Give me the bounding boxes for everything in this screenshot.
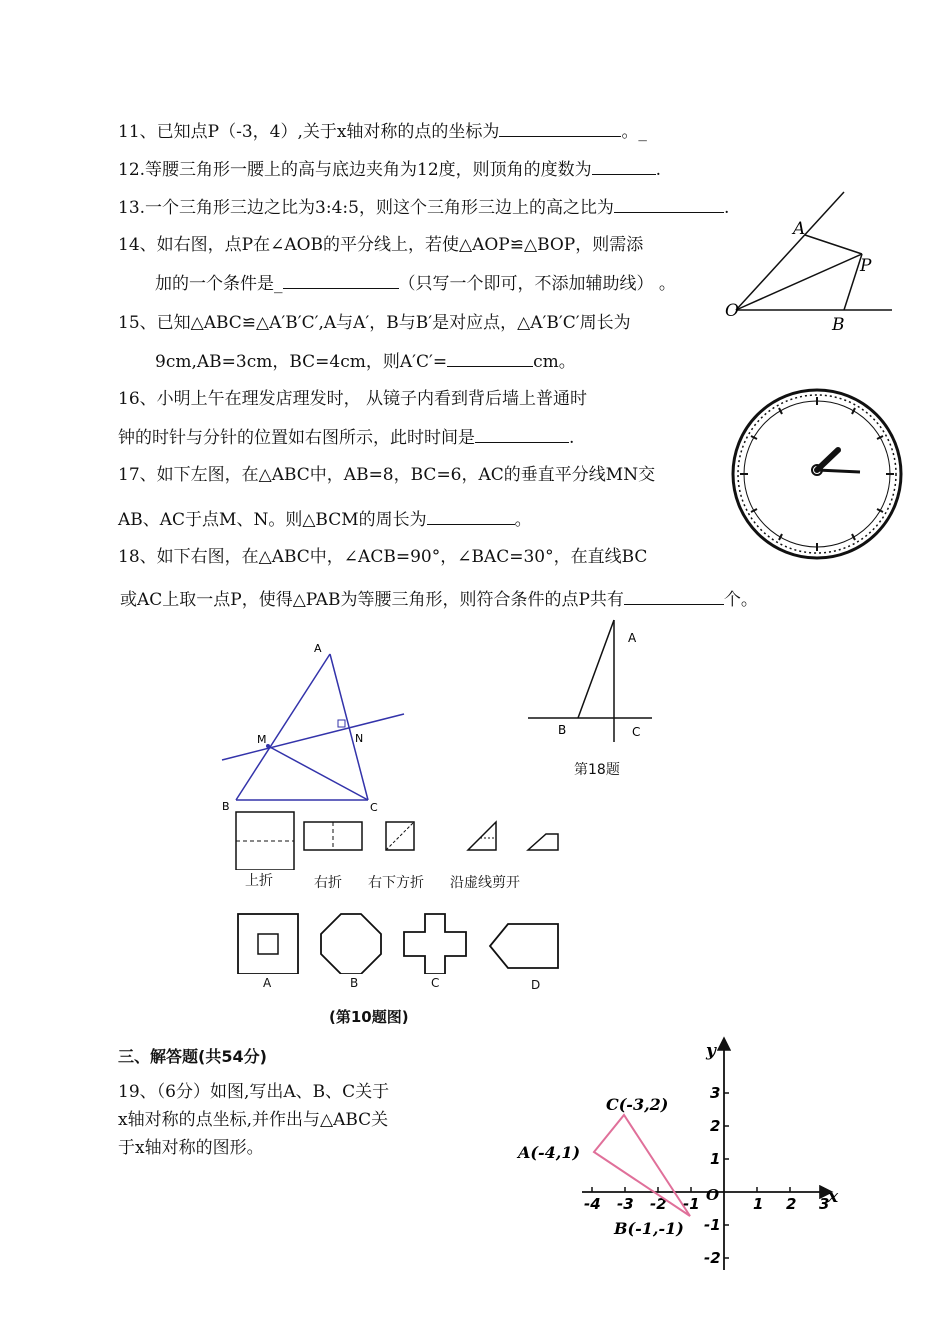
x-tick-label: 2 xyxy=(786,1195,797,1213)
fold-label-bottom-right: 右下方折 xyxy=(368,875,424,891)
triangle-17-figure xyxy=(216,640,412,812)
question-18-line1: 18、如下右图，在△ABC中，∠ACB=90°，∠BAC=30°，在直线BC xyxy=(118,547,648,567)
figure-18 xyxy=(524,616,660,746)
question-14-line2-pre: 加的一个条件是_ xyxy=(155,274,283,294)
angle-bisector-figure xyxy=(722,190,894,335)
question-14-line1: 14、如右图，点P在∠AOB的平分线上，若使△AOP≌△BOP，则需添 xyxy=(118,235,644,255)
question-12-tail: . xyxy=(655,160,662,180)
question-15-line2-post: cm。 xyxy=(533,352,576,372)
y-tick-label: 3 xyxy=(710,1084,721,1102)
x-tick-label: -3 xyxy=(617,1195,634,1213)
question-17-line1: 17、如下左图，在△ABC中，AB=8，BC=6，AC的垂直平分线MN交 xyxy=(118,465,656,485)
answer-blank-12[interactable] xyxy=(592,158,656,175)
question-18-line2-text: 或AC上取一点P，使得△PAB为等腰三角形，则符合条件的点P共有 xyxy=(120,590,624,610)
label-a: A xyxy=(314,642,322,655)
question-13-text: 13.一个三角形三边之比为3:4:5，则这个三角形三边上的高之比为 xyxy=(118,198,614,218)
answer-options-figure xyxy=(228,908,568,974)
x-tick-label: 1 xyxy=(753,1195,764,1213)
x-tick-label: 3 xyxy=(819,1195,830,1213)
y-tick-label: -1 xyxy=(704,1216,721,1234)
question-15-line2-pre: 9cm,AB=3cm，BC=4cm，则A′C′= xyxy=(155,352,448,372)
question-14-line2 xyxy=(155,272,676,295)
mirror-clock-figure xyxy=(728,388,906,560)
label-m: M xyxy=(257,733,267,746)
figure-10-caption: (第10题图) xyxy=(329,1008,409,1026)
origin-label: O xyxy=(706,1186,720,1204)
question-15-line1: 15、已知△ABC≌△A′B′C′,A与A′，B与B′是对应点，△A′B′C′周长为 xyxy=(118,313,631,333)
fold-label-cut: 沿虚线剪开 xyxy=(450,875,520,891)
x-tick-label: -4 xyxy=(584,1195,601,1213)
answer-blank-13[interactable] xyxy=(614,196,724,213)
question-17-line2-text: AB、AC于点M、N。则△BCM的周长为 xyxy=(118,510,427,530)
point-b-label: B(-1,-1) xyxy=(614,1219,684,1238)
y-tick-label: 2 xyxy=(710,1117,721,1135)
label-p: P xyxy=(860,256,872,276)
triangle-abc xyxy=(594,1115,690,1216)
answer-blank-17[interactable] xyxy=(427,508,515,525)
answer-blank-14[interactable] xyxy=(283,272,399,289)
question-15-line2 xyxy=(155,350,576,373)
fold-label-right: 右折 xyxy=(314,875,342,891)
point-c-label: C(-3,2) xyxy=(606,1095,669,1114)
question-14-line2-post: （只写一个即可，不添加辅助线） 。 xyxy=(398,274,676,294)
question-12-text: 12.等腰三角形一腰上的高与底边夹角为12度，则顶角的度数为 xyxy=(118,160,592,180)
figure-18-caption: 第18题 xyxy=(574,762,620,778)
label-b: B xyxy=(832,315,845,335)
question-11 xyxy=(118,120,647,143)
question-11-tail: 。_ xyxy=(621,122,647,142)
question-16-line2 xyxy=(118,426,574,449)
label-b: B xyxy=(222,800,230,812)
question-18-tail: 个。 xyxy=(723,590,758,610)
coordinate-plane-figure xyxy=(512,1034,848,1276)
label-o: O xyxy=(725,301,739,321)
option-label-b: B xyxy=(350,976,359,990)
x-axis-label: x xyxy=(828,1187,839,1207)
y-axis-label: y xyxy=(706,1041,716,1061)
option-label-d: D xyxy=(531,978,541,992)
question-17-tail: 。 xyxy=(514,510,532,530)
question-13 xyxy=(118,196,729,219)
x-tick-label: -1 xyxy=(683,1195,700,1213)
section-3-title: 三、解答题(共54分) xyxy=(118,1047,267,1066)
answer-blank-18[interactable] xyxy=(624,588,724,605)
answer-blank-11[interactable] xyxy=(499,120,621,137)
question-13-tail: . xyxy=(723,198,730,218)
question-19-line3: 于x轴对称的图形。 xyxy=(118,1138,264,1158)
question-18-line2 xyxy=(120,588,758,611)
label-b: B xyxy=(558,723,567,737)
question-11-text: 11、已知点P（-3，4）,关于x轴对称的点的坐标为 xyxy=(118,122,500,142)
label-a: A xyxy=(793,219,806,239)
question-16-line2-text: 钟的时针与分针的位置如右图所示，此时时间是 xyxy=(118,428,475,448)
x-tick-label: -2 xyxy=(650,1195,667,1213)
label-c: C xyxy=(370,801,378,812)
minute-hand xyxy=(817,470,860,472)
y-tick-label: -2 xyxy=(704,1249,721,1267)
y-tick-label: 1 xyxy=(710,1150,721,1168)
question-16-tail: . xyxy=(569,428,575,448)
label-a: A xyxy=(628,631,637,645)
label-c: C xyxy=(632,725,641,739)
fold-label-top: 上折 xyxy=(245,873,273,889)
label-n: N xyxy=(355,732,364,745)
paper-folding-figure xyxy=(228,808,578,870)
option-label-c: C xyxy=(431,976,440,990)
option-label-a: A xyxy=(263,976,272,990)
question-16-line1: 16、小明上午在理发店理发时， 从镜子内看到背后墙上普通时 xyxy=(118,389,588,409)
answer-blank-16[interactable] xyxy=(475,426,569,443)
question-19-line1: 19、（6分）如图,写出A、B、C关于 xyxy=(118,1082,390,1102)
question-17-line2 xyxy=(118,508,532,531)
point-a-label: A(-4,1) xyxy=(518,1143,581,1162)
question-12 xyxy=(118,158,661,181)
question-19-line2: x轴对称的点坐标,并作出与△ABC关 xyxy=(118,1110,389,1130)
answer-blank-15[interactable] xyxy=(447,350,533,367)
